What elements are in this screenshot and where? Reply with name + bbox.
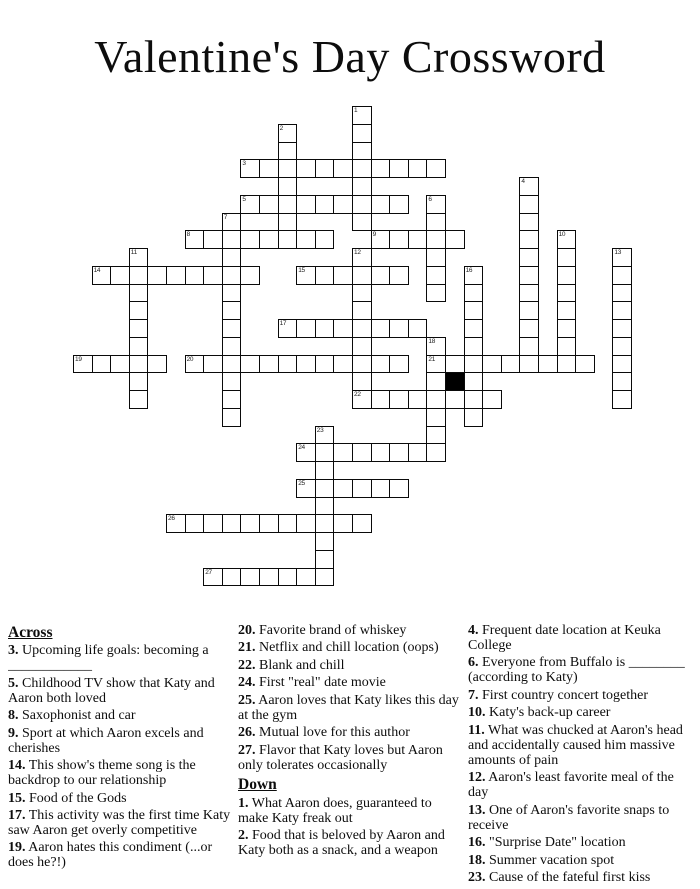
grid-cell[interactable] <box>259 514 279 533</box>
grid-cell[interactable] <box>612 301 632 320</box>
clue-column-3 <box>468 624 696 889</box>
grid-cell[interactable] <box>315 532 335 551</box>
grid-cell[interactable] <box>278 355 298 374</box>
cell-number: 17 <box>279 320 287 327</box>
grid-cell[interactable] <box>296 195 316 214</box>
grid-cell[interactable] <box>557 337 577 356</box>
grid-cell[interactable] <box>371 319 391 338</box>
grid-cell[interactable] <box>333 479 353 498</box>
grid-cell[interactable] <box>445 355 465 374</box>
clue-number: 3. <box>8 643 19 659</box>
grid-cell[interactable] <box>222 284 242 303</box>
grid-cell[interactable] <box>296 355 316 374</box>
grid-cell[interactable] <box>408 443 428 462</box>
clue-14: 14. This show's theme song is the backdrop to our relationship <box>8 758 196 789</box>
grid-cell[interactable] <box>557 248 577 267</box>
clue-number: 9. <box>8 725 19 741</box>
grid-cell[interactable] <box>371 355 391 374</box>
grid-cell[interactable] <box>389 443 409 462</box>
cell-number: 7 <box>223 213 228 221</box>
grid-cell[interactable] <box>519 355 539 374</box>
grid-cell[interactable] <box>371 159 391 178</box>
grid-cell[interactable] <box>129 355 149 374</box>
grid-cell[interactable] <box>129 284 149 303</box>
grid-cell[interactable] <box>557 266 577 285</box>
cell-number: 13 <box>614 249 622 256</box>
grid-cell[interactable] <box>240 159 260 178</box>
grid-cell[interactable] <box>296 479 316 498</box>
clue-column-1 <box>8 624 233 889</box>
cell-number: 5 <box>242 195 246 203</box>
grid-cell[interactable] <box>557 284 577 303</box>
clue-26: 26. Mutual love for this author <box>238 725 410 741</box>
grid-cell[interactable] <box>519 195 539 214</box>
clue-number: 21. <box>238 640 256 656</box>
grid-cell[interactable] <box>612 372 632 391</box>
grid-cell[interactable] <box>389 195 409 214</box>
grid-cell[interactable] <box>185 266 205 285</box>
grid-cell[interactable] <box>352 479 372 498</box>
grid-cell[interactable] <box>278 514 298 533</box>
clue-number: 19. <box>8 840 26 856</box>
grid-cell[interactable] <box>426 266 446 285</box>
grid-cell[interactable] <box>240 230 260 249</box>
clue-number: 10. <box>468 705 486 721</box>
grid-cell[interactable] <box>315 266 335 285</box>
grid-cell[interactable] <box>612 319 632 338</box>
grid-cell[interactable] <box>519 248 539 267</box>
clue-27: 27. Flavor that Katy loves but Aaron only tolerates occasionally <box>238 742 443 773</box>
grid-cell[interactable] <box>464 355 484 374</box>
grid-cell[interactable] <box>557 301 577 320</box>
grid-cell[interactable] <box>371 443 391 462</box>
clue-12: 12. Aaron's least favorite meal of the day <box>468 770 674 801</box>
grid-cell[interactable] <box>222 213 242 232</box>
clue-6: 6. Everyone from Buffalo is ________ (according to Katy) <box>468 655 685 686</box>
grid-cell[interactable] <box>352 337 372 356</box>
grid-cell[interactable] <box>222 568 242 587</box>
grid-cell[interactable] <box>240 355 260 374</box>
grid-cell[interactable] <box>612 248 632 267</box>
black-cell <box>445 372 465 391</box>
clue-number: 25. <box>238 692 256 708</box>
grid-cell[interactable] <box>426 443 446 462</box>
cell-number: 20 <box>186 355 194 363</box>
grid-cell[interactable] <box>315 461 335 480</box>
clue-number: 14. <box>8 758 26 774</box>
grid-cell[interactable] <box>259 568 279 587</box>
grid-cell[interactable] <box>278 230 298 249</box>
grid-cell[interactable] <box>333 319 353 338</box>
grid-cell[interactable] <box>315 319 335 338</box>
clue-16: 16. "Surprise Date" location <box>468 835 626 851</box>
grid-cell[interactable] <box>222 514 242 533</box>
grid-cell[interactable] <box>315 159 335 178</box>
grid-cell[interactable] <box>519 266 539 285</box>
grid-cell[interactable] <box>222 319 242 338</box>
grid-cell[interactable] <box>222 266 242 285</box>
grid-cell[interactable] <box>222 230 242 249</box>
grid-cell[interactable] <box>371 230 391 249</box>
grid-cell[interactable] <box>389 355 409 374</box>
grid-cell[interactable] <box>557 319 577 338</box>
clue-23: 23. Cause of the fateful first kiss <box>468 870 651 886</box>
grid-cell[interactable] <box>315 568 335 587</box>
grid-cell[interactable] <box>482 355 502 374</box>
clue-1: 1. What Aaron does, guaranteed to make Katy freak out <box>238 795 432 826</box>
grid-cell[interactable] <box>166 266 186 285</box>
grid-cell[interactable] <box>464 408 484 427</box>
clue-number: 15. <box>8 790 26 806</box>
grid-cell[interactable] <box>110 355 130 374</box>
grid-cell[interactable] <box>389 390 409 409</box>
grid-cell[interactable] <box>259 195 279 214</box>
cell-number: 27 <box>205 568 212 576</box>
grid-cell[interactable] <box>538 355 558 374</box>
cell-number: 4 <box>521 178 525 185</box>
grid-cell[interactable] <box>426 337 446 356</box>
grid-cell[interactable] <box>222 390 242 409</box>
grid-cell[interactable] <box>129 266 149 285</box>
grid-cell[interactable] <box>203 355 223 374</box>
grid-cell[interactable] <box>222 248 242 267</box>
clue-2: 2. Food that is beloved by Aaron and Katy both as a snack, and a weapon <box>238 828 445 858</box>
grid-cell[interactable] <box>203 568 223 587</box>
cell-number: 6 <box>428 195 432 203</box>
clue-number: 26. <box>238 725 256 741</box>
grid-cell[interactable] <box>278 568 298 587</box>
clue-11: 11. What was chucked at Aaron's head and accidentally caused him massive amounts of pain <box>468 722 683 768</box>
clue-column-2 <box>238 624 463 889</box>
clue-list <box>8 624 696 889</box>
grid-cell[interactable] <box>389 159 409 178</box>
clue-20: 20. Favorite brand of whiskey <box>238 624 407 638</box>
grid-cell[interactable] <box>482 390 502 409</box>
grid-cell[interactable] <box>278 142 298 161</box>
grid-cell[interactable] <box>296 568 316 587</box>
cell-number: 15 <box>298 266 305 274</box>
grid-cell[interactable] <box>426 408 446 427</box>
grid-cell[interactable] <box>389 319 409 338</box>
clue-number: 12. <box>468 770 486 786</box>
grid-cell[interactable] <box>519 213 539 232</box>
cell-number: 12 <box>354 249 361 256</box>
grid-cell[interactable] <box>278 177 298 196</box>
grid-cell[interactable] <box>296 443 316 462</box>
clue-3: 3. Upcoming life goals: becoming a ____________ <box>8 643 209 674</box>
grid-cell[interactable] <box>296 319 316 338</box>
grid-cell[interactable] <box>612 355 632 374</box>
clue-number: 2. <box>238 828 249 844</box>
clue-4: 4. Frequent date location at Keuka College <box>468 624 661 653</box>
grid-cell[interactable] <box>352 142 372 161</box>
grid-cell[interactable] <box>501 355 521 374</box>
grid-cell[interactable] <box>352 159 372 178</box>
clue-21: 21. Netflix and chill location (oops) <box>238 640 439 656</box>
clue-5: 5. Childhood TV show that Katy and Aaron both loved <box>8 675 215 706</box>
grid-cell[interactable] <box>389 266 409 285</box>
grid-cell[interactable] <box>352 355 372 374</box>
grid-cell[interactable] <box>315 426 335 445</box>
clue-number: 27. <box>238 742 256 758</box>
grid-cell[interactable] <box>519 319 539 338</box>
cell-number: 19 <box>75 355 82 363</box>
cell-number: 22 <box>354 391 361 398</box>
grid-cell[interactable] <box>315 479 335 498</box>
clue-number: 8. <box>8 708 19 724</box>
clue-number: 20. <box>238 624 256 638</box>
grid-cell[interactable] <box>278 213 298 232</box>
grid-cell[interactable] <box>240 266 260 285</box>
grid-cell[interactable] <box>315 550 335 569</box>
grid-cell[interactable] <box>185 230 205 249</box>
grid-cell[interactable] <box>296 514 316 533</box>
cell-number: 24 <box>298 444 305 452</box>
grid-cell[interactable] <box>426 372 446 391</box>
grid-cell[interactable] <box>464 390 484 409</box>
grid-cell[interactable] <box>333 355 353 374</box>
grid-cell[interactable] <box>296 159 316 178</box>
grid-cell[interactable] <box>426 195 446 214</box>
clue-number: 24. <box>238 675 256 691</box>
clue-9: 9. Sport at which Aaron excels and cherishes <box>8 725 204 756</box>
grid-cell[interactable] <box>426 390 446 409</box>
grid-cell[interactable] <box>129 337 149 356</box>
cell-number: 25 <box>298 479 305 487</box>
grid-cell[interactable] <box>352 177 372 196</box>
grid-cell[interactable] <box>519 301 539 320</box>
grid-cell[interactable] <box>73 355 93 374</box>
grid-cell[interactable] <box>371 195 391 214</box>
cell-number: 23 <box>316 426 324 434</box>
grid-cell[interactable] <box>352 284 372 303</box>
grid-cell[interactable] <box>259 230 279 249</box>
grid-cell[interactable] <box>240 514 260 533</box>
grid-cell[interactable] <box>352 124 372 143</box>
grid-cell[interactable] <box>185 355 205 374</box>
clue-10: 10. Katy's back-up career <box>468 705 611 721</box>
clue-15: 15. Food of the Gods <box>8 790 127 806</box>
grid-cell[interactable] <box>426 248 446 267</box>
clue-number: 17. <box>8 808 26 824</box>
grid-cell[interactable] <box>315 497 335 516</box>
grid-cell[interactable] <box>203 266 223 285</box>
clue-18: 18. Summer vacation spot <box>468 852 615 868</box>
grid-cell[interactable] <box>315 230 335 249</box>
cell-number: 9 <box>372 231 376 239</box>
page-title: Valentine's Day Crossword <box>94 31 606 82</box>
grid-cell[interactable] <box>352 266 372 285</box>
grid-cell[interactable] <box>352 372 372 391</box>
grid-cell[interactable] <box>371 390 391 409</box>
grid-cell[interactable] <box>389 479 409 498</box>
grid-cell[interactable] <box>333 159 353 178</box>
clue-22: 22. Blank and chill <box>238 657 345 673</box>
grid-cell[interactable] <box>426 426 446 445</box>
clue-8: 8. Saxophonist and car <box>8 708 136 724</box>
grid-cell[interactable] <box>166 514 186 533</box>
grid-cell[interactable] <box>278 195 298 214</box>
grid-cell[interactable] <box>557 355 577 374</box>
grid-cell[interactable] <box>612 337 632 356</box>
grid-cell[interactable] <box>389 230 409 249</box>
grid-cell[interactable] <box>426 355 446 374</box>
grid-cell[interactable] <box>92 266 112 285</box>
clue-13: 13. One of Aaron's favorite snaps to receive <box>468 802 670 833</box>
clue-number: 16. <box>468 835 486 851</box>
grid-cell[interactable] <box>129 372 149 391</box>
grid-cell[interactable] <box>408 390 428 409</box>
cell-number: 10 <box>558 231 566 239</box>
grid-cell[interactable] <box>352 106 372 125</box>
grid-cell[interactable] <box>278 159 298 178</box>
grid-cell[interactable] <box>315 355 335 374</box>
clue-number: 11. <box>468 722 485 738</box>
grid-cell[interactable] <box>426 230 446 249</box>
grid-cell[interactable] <box>408 319 428 338</box>
grid-cell[interactable] <box>222 408 242 427</box>
clue-section-header-down: Down <box>238 776 277 794</box>
grid-cell[interactable] <box>259 355 279 374</box>
grid-cell[interactable] <box>333 514 353 533</box>
cell-number: 3 <box>242 160 246 168</box>
grid-cell[interactable] <box>315 195 335 214</box>
grid-cell[interactable] <box>222 337 242 356</box>
grid-cell[interactable] <box>408 230 428 249</box>
cell-number: 21 <box>428 355 436 363</box>
grid-cell[interactable] <box>278 319 298 338</box>
grid-cell[interactable] <box>408 159 428 178</box>
grid-cell[interactable] <box>575 355 595 374</box>
grid-cell[interactable] <box>464 301 484 320</box>
grid-cell[interactable] <box>371 266 391 285</box>
grid-cell[interactable] <box>371 479 391 498</box>
grid-cell[interactable] <box>352 195 372 214</box>
cell-number: 1 <box>354 107 358 114</box>
grid-cell[interactable] <box>129 301 149 320</box>
clue-24: 24. First "real" date movie <box>238 675 386 691</box>
grid-cell[interactable] <box>557 230 577 249</box>
grid-cell[interactable] <box>519 284 539 303</box>
grid-cell[interactable] <box>352 390 372 409</box>
clue-number: 22. <box>238 657 256 673</box>
grid-cell[interactable] <box>296 266 316 285</box>
clue-number: 6. <box>468 655 479 671</box>
grid-cell[interactable] <box>352 213 372 232</box>
grid-cell[interactable] <box>129 248 149 267</box>
clue-19: 19. Aaron hates this condiment (...or does he?!) <box>8 840 213 871</box>
clue-number: 13. <box>468 802 486 818</box>
clue-25: 25. Aaron loves that Katy likes this day at the gym <box>238 692 459 723</box>
grid-cell[interactable] <box>445 230 465 249</box>
cell-number: 8 <box>186 231 190 239</box>
grid-cell[interactable] <box>240 568 260 587</box>
grid-cell[interactable] <box>464 319 484 338</box>
grid-cell[interactable] <box>426 159 446 178</box>
cell-number: 26 <box>168 515 175 523</box>
cell-number: 14 <box>93 266 101 274</box>
grid-cell[interactable] <box>185 514 205 533</box>
grid-cell[interactable] <box>352 514 372 533</box>
cell-number: 16 <box>465 266 473 274</box>
clue-7: 7. First country concert together <box>468 687 649 703</box>
grid-cell[interactable] <box>464 337 484 356</box>
grid-cell[interactable] <box>352 319 372 338</box>
cell-number: 18 <box>428 337 436 345</box>
grid-cell[interactable] <box>426 284 446 303</box>
grid-cell[interactable] <box>129 390 149 409</box>
grid-cell[interactable] <box>129 319 149 338</box>
grid-cell[interactable] <box>464 284 484 303</box>
grid-cell[interactable] <box>612 284 632 303</box>
grid-cell[interactable] <box>464 372 484 391</box>
clue-17: 17. This activity was the first time Katy saw Aaron get overly competitive <box>8 808 231 839</box>
grid-cell[interactable] <box>222 301 242 320</box>
grid-cell[interactable] <box>222 372 242 391</box>
clue-number: 5. <box>8 675 19 691</box>
grid-cell[interactable] <box>426 213 446 232</box>
grid-cell[interactable] <box>519 337 539 356</box>
grid-cell[interactable] <box>147 266 167 285</box>
clue-number: 1. <box>238 795 249 811</box>
grid-cell[interactable] <box>203 514 223 533</box>
grid-cell[interactable] <box>612 390 632 409</box>
grid-cell[interactable] <box>352 301 372 320</box>
grid-cell[interactable] <box>333 266 353 285</box>
grid-cell[interactable] <box>333 443 353 462</box>
grid-cell[interactable] <box>612 266 632 285</box>
grid-cell[interactable] <box>464 266 484 285</box>
clue-section-header-across: Across <box>8 624 53 641</box>
clue-number: 23. <box>468 870 486 886</box>
grid-cell[interactable] <box>147 355 167 374</box>
grid-cell[interactable] <box>296 230 316 249</box>
grid-cell[interactable] <box>352 248 372 267</box>
grid-cell[interactable] <box>92 355 112 374</box>
grid-cell[interactable] <box>333 195 353 214</box>
cell-number: 2 <box>279 124 283 132</box>
grid-cell[interactable] <box>278 124 298 143</box>
grid-cell[interactable] <box>315 443 335 462</box>
grid-cell[interactable] <box>203 230 223 249</box>
cell-number: 11 <box>130 249 137 256</box>
grid-cell[interactable] <box>445 390 465 409</box>
grid-cell[interactable] <box>259 159 279 178</box>
grid-cell[interactable] <box>240 195 260 214</box>
grid-cell[interactable] <box>352 443 372 462</box>
clue-number: 18. <box>468 852 486 868</box>
grid-cell[interactable] <box>222 355 242 374</box>
grid-cell[interactable] <box>315 514 335 533</box>
grid-cell[interactable] <box>519 230 539 249</box>
clue-number: 4. <box>468 624 479 638</box>
grid-cell[interactable] <box>110 266 130 285</box>
clue-number: 7. <box>468 687 479 703</box>
grid-cell[interactable] <box>519 177 539 196</box>
